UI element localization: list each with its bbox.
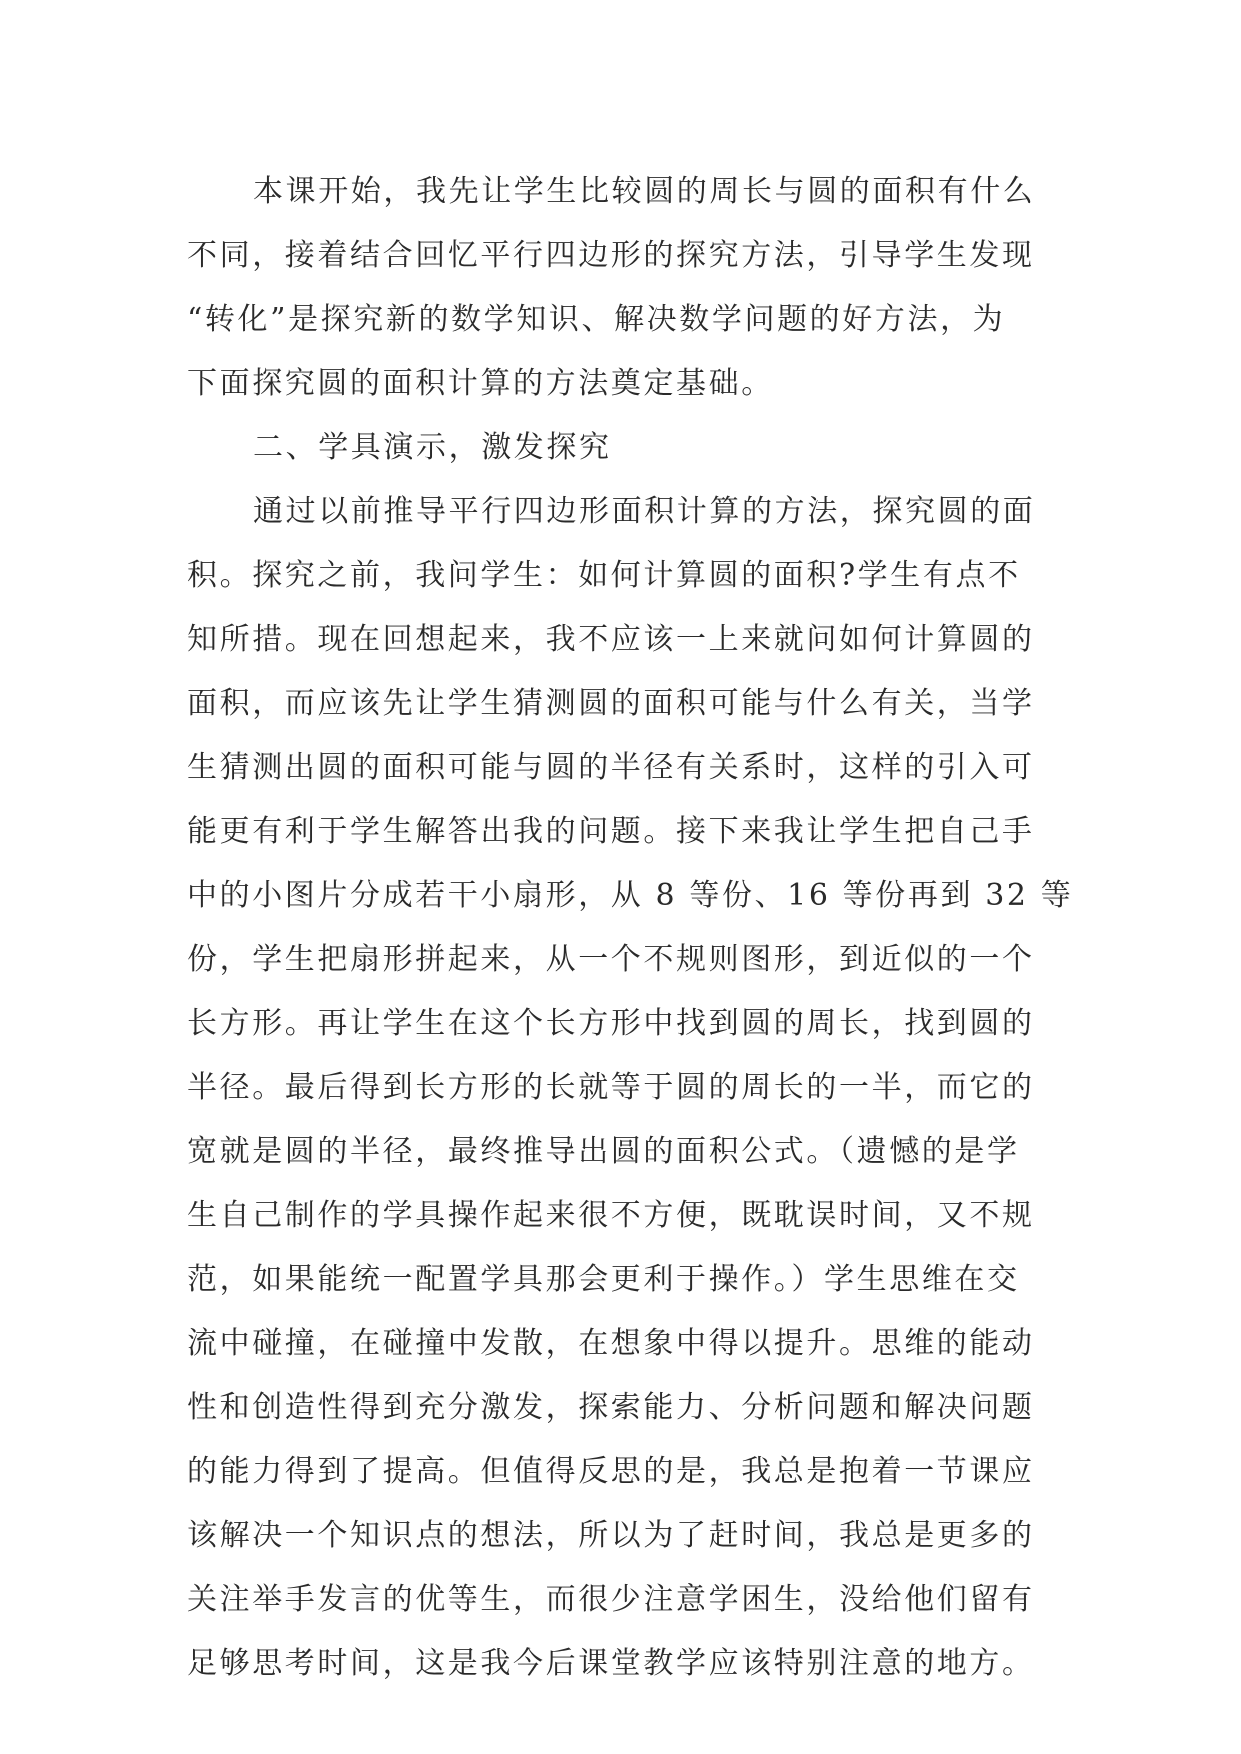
paragraph-line: 范，如果能统一配置学具那会更利于操作。）学生思维在交 [187, 1262, 1020, 1297]
paragraph-line: “转化”是探究新的数学知识、解决数学问题的好方法，为 [187, 302, 1006, 337]
paragraph-line: 的能力得到了提高。但值得反思的是，我总是抱着一节课应 [187, 1454, 1035, 1489]
paragraph-line: 宽就是圆的半径，最终推导出圆的面积公式。（遗憾的是学 [187, 1134, 1020, 1169]
paragraph-line: 通过以前推导平行四边形面积计算的方法，探究圆的面 [253, 494, 1036, 529]
paragraph-line: 份，学生把扇形拼起来，从一个不规则图形，到近似的一个 [187, 942, 1035, 977]
paragraph-line: 下面探究圆的面积计算的方法奠定基础。 [187, 366, 774, 401]
paragraph-line: 该解决一个知识点的想法，所以为了赶时间，我总是更多的 [187, 1518, 1035, 1553]
paragraph-line: 关注举手发言的优等生，而很少注意学困生，没给他们留有 [187, 1582, 1035, 1617]
paragraph-line: 长方形。再让学生在这个长方形中找到圆的周长，找到圆的 [187, 1006, 1035, 1041]
paragraph-line: 知所措。现在回想起来，我不应该一上来就问如何计算圆的 [187, 622, 1035, 657]
paragraph-line: 能更有利于学生解答出我的问题。接下来我让学生把自己手 [187, 814, 1035, 849]
paragraph-line: 足够思考时间，这是我今后课堂教学应该特别注意的地方。 [187, 1646, 1035, 1681]
paragraph-line: 中的小图片分成若干小扇形，从 8 等份、16 等份再到 32 等 [187, 878, 1074, 913]
paragraph-line: 流中碰撞，在碰撞中发散，在想象中得以提升。思维的能动 [187, 1326, 1035, 1361]
intro-paragraph [187, 160, 1067, 416]
document-body [187, 160, 1074, 1696]
paragraph-line: 半径。最后得到长方形的长就等于圆的周长的一半，而它的 [187, 1070, 1035, 1105]
paragraph-line: 不同，接着结合回忆平行四边形的探究方法，引导学生发现 [187, 238, 1035, 273]
section-heading: 二、学具演示，激发探究 [253, 430, 612, 465]
paragraph-line: 生自己制作的学具操作起来很不方便，既耽误时间，又不规 [187, 1198, 1035, 1233]
body-paragraph [187, 480, 1074, 1696]
paragraph-line: 面积，而应该先让学生猜测圆的面积可能与什么有关，当学 [187, 686, 1035, 721]
paragraph-line: 积。探究之前，我问学生：如何计算圆的面积?学生有点不 [187, 558, 1021, 593]
paragraph-line: 性和创造性得到充分激发，探索能力、分析问题和解决问题 [187, 1390, 1035, 1425]
paragraph-line: 本课开始，我先让学生比较圆的周长与圆的面积有什么 [253, 174, 1036, 209]
paragraph-line: 生猜测出圆的面积可能与圆的半径有关系时，这样的引入可 [187, 750, 1035, 785]
